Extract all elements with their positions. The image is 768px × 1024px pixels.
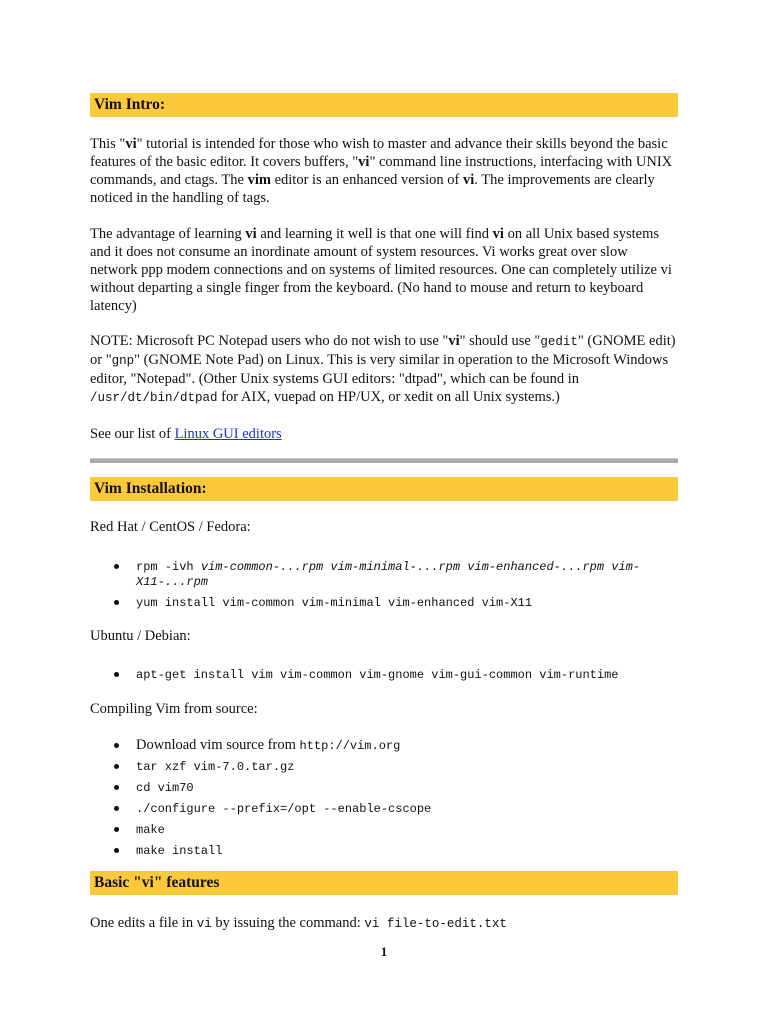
code-text: rpm -ivh [136, 560, 201, 574]
code-text: http://vim.org [299, 739, 401, 753]
bold-text: vi [463, 172, 475, 188]
source-steps-list [90, 738, 678, 864]
bold-text: vi [448, 333, 460, 349]
page-number: 1 [380, 944, 388, 959]
section-heading-basic-vi-features: Basic "vi" features [90, 871, 678, 895]
text: NOTE: Microsoft PC Notepad users who do not wish to use " [90, 333, 449, 349]
list-item [90, 843, 678, 858]
list-item [90, 559, 678, 589]
list-item [90, 780, 678, 795]
code-text: tar xzf vim-7.0.tar.gz [136, 760, 295, 774]
text: on all Unix based systems and it does not consume an inordinate amount of system resources. Vi works great over slow network ppp modem connections and on systems of limited resources. One can completely utilize vi without departing a single finger from the keyboard. (No hand to mouse and return to keyboard latency) [90, 226, 672, 314]
linux-gui-editors-link[interactable]: Linux GUI editors [174, 426, 282, 442]
code-text: yum install vim-common vim-minimal vim-enhanced vim-X11 [136, 596, 533, 610]
intro-paragraph-1 [90, 135, 678, 207]
text: " tutorial is intended for those who wish to master and advance their skills beyond the basic features of the basic editor. It covers buffers, " [90, 136, 668, 170]
bold-text: vi [492, 226, 504, 242]
redhat-command-list [90, 559, 678, 616]
text: for AIX, vuepad on HP/UX, or xedit on all Unix systems.) [217, 389, 560, 405]
code-text: make install [136, 844, 223, 858]
section-heading-vim-installation: Vim Installation: [90, 477, 678, 501]
code-italic-text: vim-common-...rpm vim-minimal-...rpm vim-enhanced-...rpm vim-X11-...rpm [136, 560, 641, 589]
section-heading-vim-intro: Vim Intro: [90, 93, 678, 117]
code-text: gnp [111, 354, 135, 368]
list-item [90, 595, 678, 610]
text: One edits a file in [90, 915, 197, 931]
horizontal-divider [90, 458, 678, 463]
code-text: gedit [540, 335, 578, 349]
bold-text: vi [125, 136, 137, 152]
list-item [90, 759, 678, 774]
source-label: Compiling Vim from source: [90, 701, 258, 717]
text: " should use " [459, 333, 541, 349]
code-text: apt-get install vim vim-common vim-gnome vim-gui-common vim-runtime [136, 668, 619, 682]
text: " command line instructions, interfacing with UNIX commands, and ctags. The [90, 154, 673, 188]
text: " (GNOME Note Pad) on Linux. This is very similar in operation to the Microsoft Windows editor, "Notepad". (Other Unix systems GUI editors: "dtpad", which can be found in [90, 352, 669, 387]
text: and learning it well is that one will find [256, 226, 493, 242]
text: by issuing the command: [211, 915, 365, 931]
code-text: /usr/dt/bin/dtpad [90, 391, 218, 405]
features-paragraph [90, 914, 678, 933]
code-text: ./configure --prefix=/opt --enable-cscope [136, 802, 432, 816]
code-text: vi file-to-edit.txt [364, 917, 507, 931]
text: editor is an enhanced version of [270, 172, 464, 188]
ubuntu-command-list [90, 667, 678, 688]
code-text: vi [196, 917, 212, 931]
text: The advantage of learning [90, 226, 246, 242]
list-item [90, 667, 678, 682]
text: Download vim source from [136, 737, 300, 753]
code-text: cd vim70 [136, 781, 194, 795]
text: . The improvements are clearly noticed in the handling of tags. [90, 172, 655, 206]
bold-text: vim [247, 172, 271, 188]
intro-paragraph-see-list [90, 425, 678, 443]
list-item [90, 822, 678, 837]
list-item [90, 801, 678, 816]
bold-text: vi [245, 226, 257, 242]
intro-paragraph-note [90, 332, 678, 407]
ubuntu-label: Ubuntu / Debian: [90, 628, 191, 644]
text: " (GNOME edit) or " [90, 333, 676, 368]
text: This " [90, 136, 126, 152]
intro-paragraph-2 [90, 225, 678, 315]
list-item [90, 738, 678, 753]
redhat-label: Red Hat / CentOS / Fedora: [90, 519, 251, 535]
text: See our list of [90, 426, 175, 442]
code-text: make [136, 823, 165, 837]
bold-text: vi [358, 154, 370, 170]
